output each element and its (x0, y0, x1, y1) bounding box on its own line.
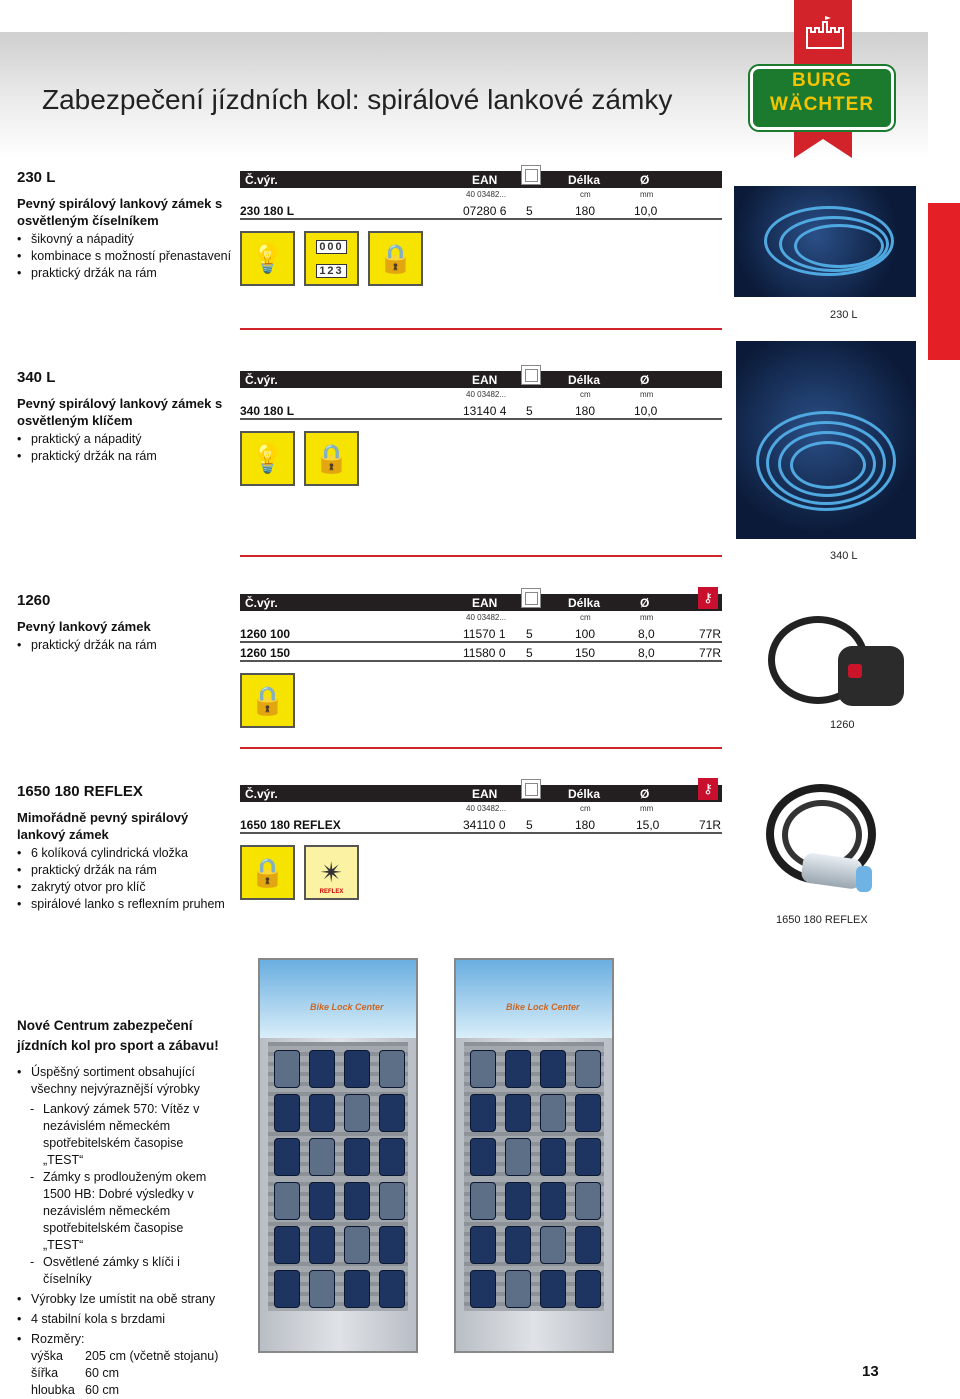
cell-key: 77R (699, 646, 722, 660)
unit-mm: mm (640, 390, 654, 399)
lock-package (575, 1050, 601, 1088)
cell-length: 150 (575, 646, 596, 660)
section-separator (240, 328, 722, 330)
table-row (240, 815, 722, 834)
lock-package (309, 1226, 335, 1264)
lock-package (505, 1094, 531, 1132)
unit-cm: cm (580, 804, 591, 813)
product-photo-230l (734, 186, 916, 297)
col-length: Délka (568, 787, 601, 801)
lock-package (309, 1182, 335, 1220)
col-cvyr: Č.výr. (245, 596, 278, 610)
cell-length: 100 (575, 627, 596, 641)
product-description: Pevný spirálový lankový zámek s osvětleným číselníkem (17, 196, 223, 228)
lock-package (540, 1182, 566, 1220)
lock-package (470, 1138, 496, 1176)
cell-qty: 5 (526, 818, 533, 832)
section-title: Nové Centrum zabezpečení jízdních kol pro sport a zábavu! (17, 1018, 219, 1053)
product-description: Pevný spirálový lankový zámek s osvětleným klíčem (17, 396, 223, 428)
feature-list (17, 845, 237, 913)
lock-package (309, 1270, 335, 1308)
unit-mm: mm (640, 613, 654, 622)
col-ean: EAN (472, 173, 498, 187)
feature-item: • praktický a nápaditý (17, 431, 237, 448)
package-cube-icon (521, 779, 541, 799)
col-diameter: Ø (640, 173, 650, 187)
table-header (240, 590, 722, 611)
lock-package (344, 1226, 370, 1264)
unit-cm: cm (580, 390, 591, 399)
cell-diameter: 8,0 (638, 627, 655, 641)
ean-prefix: 40 03482... (466, 613, 507, 622)
lock-package (540, 1270, 566, 1308)
col-ean: EAN (472, 787, 498, 801)
lock-package (575, 1182, 601, 1220)
cell-length: 180 (575, 818, 596, 832)
combo-digits-bottom: 123 (316, 264, 346, 278)
brand-line-1: BURG (792, 70, 852, 91)
unit-mm: mm (640, 804, 654, 813)
col-diameter: Ø (640, 787, 650, 801)
frame-holder-icon: 🔒 (240, 845, 295, 900)
package-cube-icon (521, 165, 541, 185)
feature-item: • zakrytý otvor pro klíč (17, 879, 237, 896)
key-icon: ⚷ (698, 778, 718, 800)
list-item: • Úspěšný sortiment obsahující všechny nejvýraznější výrobky (17, 1064, 227, 1098)
col-length: Délka (568, 173, 601, 187)
lock-package (344, 1094, 370, 1132)
product-photo-1650 (760, 772, 916, 908)
lock-package (505, 1050, 531, 1088)
lock-package (505, 1226, 531, 1264)
sub-list-item: - Zámky s prodlouženým okem 1500 HB: Dobré výsledky v nezávislém německém spotřebitelském časopise „TEST“ (17, 1169, 227, 1254)
feature-item: • 6 kolíková cylindrická vložka (17, 845, 237, 862)
list-item: • Výrobky lze umístit na obě strany (17, 1291, 227, 1308)
package-cube-icon (521, 365, 541, 385)
photo-caption: 1260 (830, 719, 855, 731)
cell-cvyr: 230 180 L (240, 204, 295, 218)
feature-item: • kombinace s možností přenastavení (17, 248, 237, 265)
lock-package (505, 1270, 531, 1308)
lock-package (344, 1138, 370, 1176)
product-description: Pevný lankový zámek (17, 619, 151, 634)
lock-package (540, 1226, 566, 1264)
lock-package (470, 1182, 496, 1220)
lock-package (379, 1138, 405, 1176)
lock-package (274, 1226, 300, 1264)
lock-package (274, 1182, 300, 1220)
section-separator (240, 747, 722, 749)
stand-board (268, 1042, 408, 1311)
feature-item: • praktický držák na rám (17, 265, 237, 282)
frame-holder-icon: 🔒 (368, 231, 423, 286)
cell-cvyr: 1260 100 (240, 627, 291, 641)
list-item: • 4 stabilní kola s brzdami (17, 1311, 227, 1328)
lock-package (274, 1138, 300, 1176)
dimensions (17, 1348, 227, 1399)
lock-package (470, 1050, 496, 1088)
lock-package (344, 1050, 370, 1088)
col-length: Délka (568, 373, 601, 387)
cell-length: 180 (575, 404, 596, 418)
photo-caption: 340 L (830, 550, 858, 562)
reflex-label: REFLEX (319, 889, 344, 895)
lock-package (540, 1050, 566, 1088)
lock-package (379, 1182, 405, 1220)
cell-qty: 5 (526, 627, 533, 641)
product-photo-340l (736, 341, 916, 539)
unit-mm: mm (640, 190, 654, 199)
photo-caption: 1650 180 REFLEX (776, 914, 868, 926)
lock-package (505, 1138, 531, 1176)
sub-list-item: - Lankový zámek 570: Vítěz v nezávislém německém spotřebitelském časopise „TEST“ (17, 1101, 227, 1169)
ean-prefix: 40 03482... (466, 390, 507, 399)
dim-label: šířka (31, 1366, 59, 1380)
ean-prefix: 40 03482... (466, 190, 507, 199)
cell-ean: 11580 0 (463, 646, 506, 660)
side-tab (928, 203, 960, 360)
brand-line-2: WÄCHTER (769, 94, 875, 115)
center-feature-list (17, 1064, 227, 1348)
cell-diameter: 10,0 (634, 404, 658, 418)
sub-list-item: - Osvětlené zámky s klíči i číselníky (17, 1254, 227, 1288)
dim-value: 60 cm (85, 1366, 120, 1380)
unit-cm: cm (580, 613, 591, 622)
feature-list (17, 431, 237, 465)
lock-package (470, 1094, 496, 1132)
lock-package (344, 1182, 370, 1220)
lock-package (309, 1138, 335, 1176)
feature-item: • spirálové lanko s reflexním pruhem (17, 896, 237, 913)
lock-package (379, 1050, 405, 1088)
table-row (240, 643, 722, 662)
cell-qty: 5 (526, 404, 533, 418)
col-ean: EAN (472, 596, 498, 610)
lock-package (575, 1270, 601, 1308)
col-cvyr: Č.výr. (245, 373, 278, 387)
feature-list (17, 231, 237, 282)
lock-package (470, 1270, 496, 1308)
feature-icons (240, 231, 423, 286)
feature-list (17, 637, 237, 654)
lock-package (575, 1094, 601, 1132)
lock-package (274, 1050, 300, 1088)
cell-qty: 5 (526, 646, 533, 660)
cell-key: 71R (699, 818, 722, 832)
lock-package (309, 1094, 335, 1132)
lock-package (379, 1094, 405, 1132)
table-header (240, 371, 722, 388)
dim-value: 60 cm (85, 1383, 120, 1397)
lock-package (309, 1050, 335, 1088)
cell-cvyr: 1260 150 (240, 646, 291, 660)
cell-diameter: 10,0 (634, 204, 658, 218)
ean-prefix: 40 03482... (466, 804, 507, 813)
combo-digits-top: 000 (316, 240, 346, 254)
feature-icons (240, 431, 359, 486)
feature-item: • praktický držák na rám (17, 637, 237, 654)
lock-package (274, 1094, 300, 1132)
package-cube-icon (521, 588, 541, 608)
lightbulb-icon: 💡 (240, 231, 295, 286)
cell-cvyr: 1650 180 REFLEX (240, 818, 341, 832)
cell-ean: 34110 0 (463, 818, 506, 832)
col-length: Délka (568, 596, 601, 610)
reflex-icon: ✴ REFLEX (304, 845, 359, 900)
stand-label: Bike Lock Center (310, 1002, 384, 1012)
lock-package (379, 1226, 405, 1264)
product-title: 1260 (17, 592, 51, 609)
cell-cvyr: 340 180 L (240, 404, 295, 418)
combination-dial-icon (304, 231, 359, 286)
lock-package (274, 1270, 300, 1308)
product-title: 230 L (17, 169, 56, 186)
lightbulb-icon: 💡 (240, 431, 295, 486)
feature-item: • praktický držák na rám (17, 862, 237, 879)
col-ean: EAN (472, 373, 498, 387)
lock-package (505, 1182, 531, 1220)
col-diameter: Ø (640, 596, 650, 610)
stand-label: Bike Lock Center (506, 1002, 580, 1012)
lock-package (379, 1270, 405, 1308)
table-row (240, 201, 722, 220)
dim-label: výška (31, 1349, 63, 1363)
key-icon: ⚷ (698, 587, 718, 609)
feature-icons (240, 845, 359, 900)
cell-ean: 07280 6 (463, 204, 507, 218)
product-title: 1650 180 REFLEX (17, 783, 143, 800)
col-cvyr: Č.výr. (245, 787, 278, 801)
lock-package (470, 1226, 496, 1264)
stand-board (464, 1042, 604, 1311)
table-row (240, 624, 722, 643)
cell-diameter: 15,0 (636, 818, 660, 832)
table-header (240, 781, 722, 802)
cell-length: 180 (575, 204, 596, 218)
section-separator (240, 555, 722, 557)
lock-package (575, 1226, 601, 1264)
page-title: Zabezpečení jízdních kol: spirálové lankové zámky (42, 84, 673, 115)
product-photo-1260 (760, 606, 918, 724)
col-cvyr: Č.výr. (245, 173, 278, 187)
lock-package (344, 1270, 370, 1308)
unit-cm: cm (580, 190, 591, 199)
page-number: 13 (862, 1363, 879, 1380)
product-description: Mimořádně pevný spirálový lankový zámek (17, 810, 189, 842)
display-stand-right (454, 958, 614, 1353)
table-header (240, 171, 722, 188)
col-diameter: Ø (640, 373, 650, 387)
frame-holder-icon: 🔒 (240, 673, 295, 728)
feature-item: • praktický držák na rám (17, 448, 237, 465)
frame-holder-icon: 🔒 (304, 431, 359, 486)
cell-qty: 5 (526, 204, 533, 218)
dim-value: 205 cm (včetně stojanu) (85, 1349, 219, 1363)
photo-caption: 230 L (830, 309, 858, 321)
display-stand-left (258, 958, 418, 1353)
lock-package (540, 1094, 566, 1132)
castle-icon (803, 14, 843, 50)
list-item: • Rozměry: (17, 1331, 227, 1348)
table-row (240, 401, 722, 420)
feature-item: • šikovný a nápaditý (17, 231, 237, 248)
dim-label: hloubka (31, 1383, 75, 1397)
new-center-section (17, 1016, 227, 1399)
cell-diameter: 8,0 (638, 646, 655, 660)
brand-logo (750, 66, 894, 130)
cell-ean: 13140 4 (463, 404, 507, 418)
feature-icons (240, 673, 295, 728)
product-title: 340 L (17, 369, 56, 386)
lock-package (575, 1138, 601, 1176)
lock-package (540, 1138, 566, 1176)
cell-ean: 11570 1 (463, 627, 506, 641)
cell-key: 77R (699, 627, 722, 641)
